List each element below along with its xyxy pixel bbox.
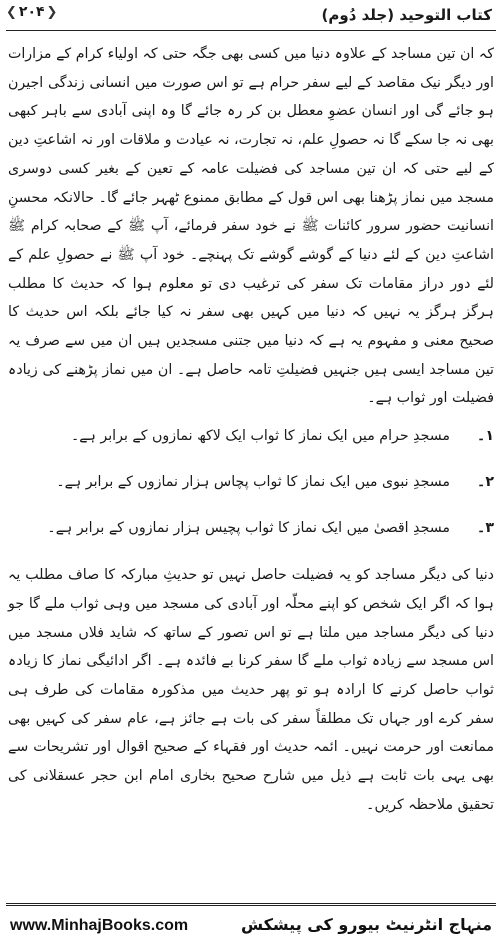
page-header	[0, 0, 502, 36]
list-item-text: مسجدِ حرام میں ایک نماز کا ثواب ایک لاکھ نمازوں کے برابر ہے۔	[70, 428, 450, 445]
list-item	[8, 419, 494, 465]
merit-list	[8, 419, 494, 557]
list-item-number: ۳۔	[477, 520, 494, 537]
list-item	[8, 465, 494, 511]
paragraph-2: دنیا کی دیگر مساجد کو یہ فضیلت حاصل نہیں تو حدیثِ مبارکہ کا صاف مطلب یہ ہوا کہ اگر ایک شخص کو اپنے محلّہ اور آبادی کی مسجد میں وہی ثواب ملے گا جو دنیا کی دیگر مساجد میں ملتا ہے تو اس تصور کے ساتھ کہ شاید فلاں مسجد میں اس مسجد سے زیادہ ثواب ملے گا سفر کرنا بے فائدہ ہے۔ اگر ادائیگی نماز کا زیادہ ثواب حاصل کرنے کا ارادہ ہو تو پھر حدیث میں مذکورہ مقامات کی طرف ہی سفر کرے اور جہاں تک مطلقاً سفر کی بات ہے جائز ہے، عام سفر کی کہیں بھی ممانعت اور حرمت نہیں۔ ائمہ حدیث اور فقہاء کے صحیح اقوال اور تشریحات سے بھی یہی بات ثابت ہے ذیل میں شارح صحیح بخاری امام ابن حجر عسقلانی کی تحقیق ملاحظہ کریں۔	[8, 567, 494, 813]
page-body	[8, 40, 494, 879]
list-item-number: ۱۔	[477, 428, 494, 445]
ornament-left-icon: ❮	[6, 4, 17, 20]
list-item	[8, 511, 494, 557]
page-number-block	[6, 4, 57, 20]
header-divider	[6, 30, 496, 31]
ornament-right-icon: ❯	[46, 4, 58, 20]
presentation-label: منہاج انٹرنیٹ بیورو کی پیشکش	[240, 915, 492, 934]
website-link[interactable]: www.MinhajBooks.com	[10, 917, 189, 934]
list-item-text: مسجدِ نبوی میں ایک نماز کا ثواب پچاس ہزار نمازوں کے برابر ہے۔	[56, 474, 450, 491]
list-item-text: مسجدِ اقصیٰ میں ایک نماز کا ثواب پچیس ہزار نمازوں کے برابر ہے۔	[47, 520, 450, 537]
paragraph-1: کہ ان تین مساجد کے علاوہ دنیا میں کسی بھی جگہ حتی کہ اولیاء کرام کے مزارات اور دیگر نیک مقاصد کے لیے سفر حرام ہے تو اس صورت میں انسانی زندگی اجیرن ہو جائے گی اور انسان عضوِ معطل بن کر رہ جائے گا وہ اپنی آبادی سے باہر کبھی بھی نہ جا سکے گا نہ حصولِ علم، نہ تجارت، نہ عیادت و ملاقات اور نہ اشاعتِ دین کے لیے حتی کہ ان تین مساجد کی فضیلت عامہ کے تعین کے بغیر کسی دوسری مسجد میں نماز پڑھنا بھی اس قول کے مطابق ممنوع ٹھہر جائے گا۔ حالانکہ محسنِ انسانیت حضور سرور کائنات ﷺ نے خود سفر فرمائے، آپ ﷺ کے صحابہ کرام ﷺ اشاعتِ دین کے لئے دنیا کے گوشے گوشے تک پہنچے۔ خود آپ ﷺ نے حصولِ علم کے لئے دور دراز مقامات تک سفر کی ترغیب دی تو معلوم ہوا کہ حدیث کا مطلب ہرگز ہرگز یہ نہیں کہ دنیا میں کہیں بھی سفر نہ کیا جائے بلکہ اس حدیث کا صحیح معنی و مفہوم یہ ہے کہ دنیا میں جتنی مسجدیں ہیں ان میں سے صرف یہ تین مساجد ایسی ہیں جنہیں فضیلتِ تامہ حاصل ہے۔ ان میں نماز پڑھنے کی زیادہ فضیلت اور ثواب ہے۔	[8, 46, 494, 407]
page-footer	[0, 903, 502, 949]
page-number: ۲۰۴	[18, 4, 45, 20]
footer-divider	[6, 903, 496, 906]
list-item-number: ۲۔	[477, 474, 494, 491]
book-title: کتاب التوحید (جلد دُوم)	[321, 6, 492, 24]
